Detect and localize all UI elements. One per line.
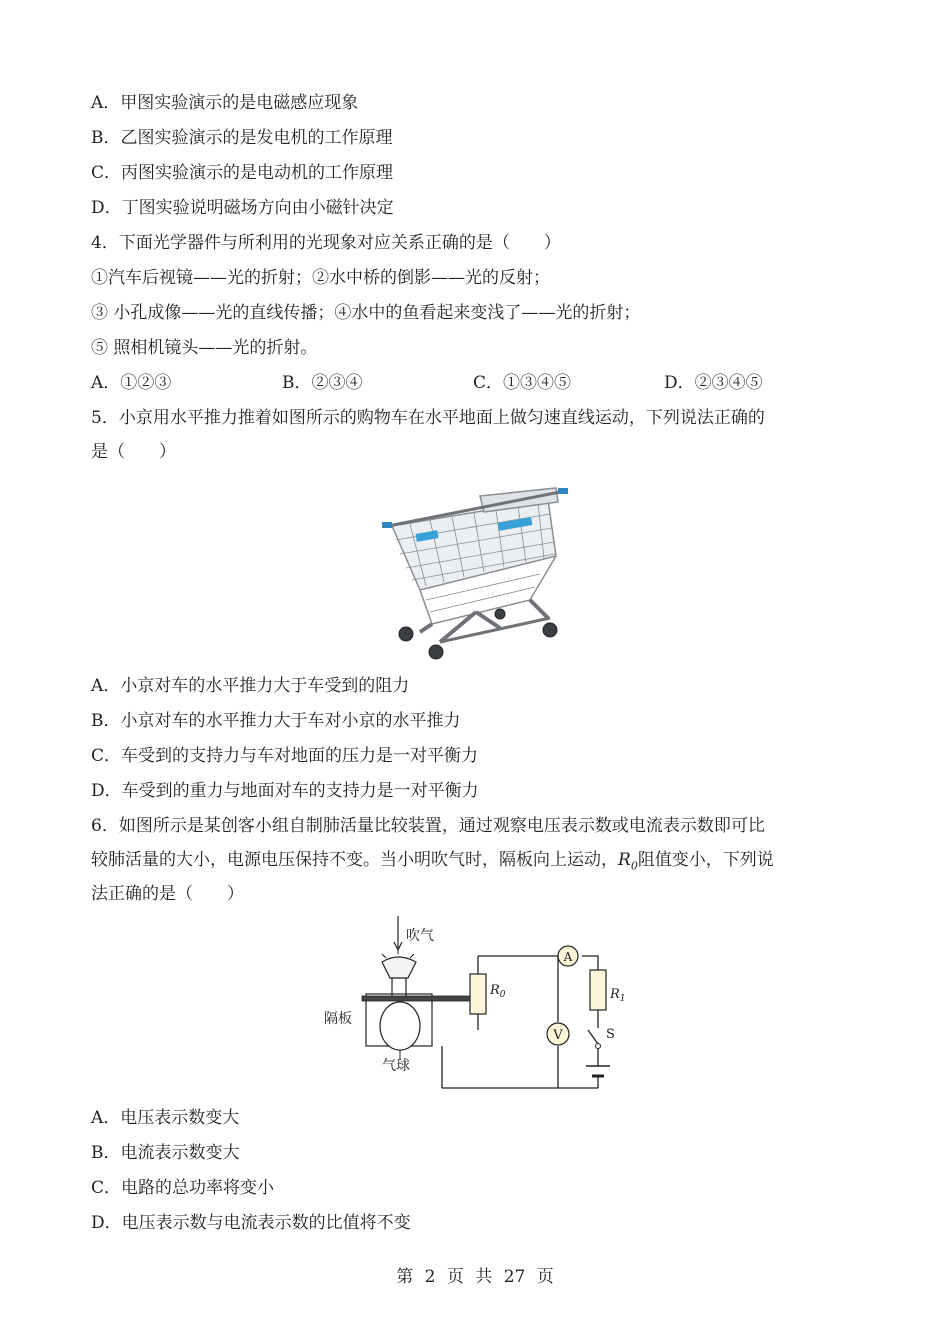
- ammeter-label: A: [563, 950, 573, 964]
- switch-contact: [596, 1044, 601, 1049]
- q5-option-d: D．车受到的重力与地面对车的支持力是一对平衡力: [91, 781, 479, 801]
- q6-stem-r0-sub: 0: [630, 859, 638, 873]
- footer-label-post: 页: [536, 1267, 554, 1287]
- r0-label: $R_0$: [490, 983, 506, 1000]
- partition-label: 隔板: [324, 1011, 352, 1027]
- q6-stem-line2-part-b: 阻值变小，下列说: [637, 850, 774, 870]
- q4-stem: 4．下面光学器件与所利用的光现象对应关系正确的是（ ）: [91, 233, 561, 253]
- q4-option-b: B．②③④: [282, 373, 363, 393]
- q3-option-a: A．甲图实验演示的是电磁感应现象: [91, 93, 359, 113]
- q6-option-a: A．电压表示数变大: [91, 1108, 240, 1128]
- switch-blade: [588, 1030, 598, 1044]
- q6-stem-r0: R: [618, 850, 631, 870]
- footer-page-current: 2: [424, 1267, 436, 1287]
- q4-item-3: ⑤ 照相机镜头——光的折射。: [91, 338, 318, 358]
- q5-stem-line1: 5．小京用水平推力推着如图所示的购物车在水平地面上做匀速直线运动，下列说法正确的: [91, 408, 765, 428]
- q3-option-b: B．乙图实验演示的是发电机的工作原理: [91, 128, 393, 148]
- circuit-wires: [442, 956, 598, 1088]
- resistor-r1: [590, 970, 606, 1010]
- q4-option-c: C．①③④⑤: [473, 373, 572, 393]
- mouthpiece-icon: [382, 957, 416, 978]
- q3-option-d: D．丁图实验说明磁场方向由小磁针决定: [91, 198, 394, 218]
- partition: [362, 996, 470, 1001]
- footer-label-pre: 第: [396, 1267, 414, 1287]
- page-footer: [0, 1266, 950, 1288]
- balloon-icon: [380, 1002, 420, 1050]
- q4-item-2: ③ 小孔成像——光的直线传播；④水中的鱼看起来变浅了——光的折射；: [91, 303, 641, 323]
- q6-option-d: D．电压表示数与电流表示数的比值将不变: [91, 1213, 411, 1233]
- q5-option-b: B．小京对车的水平推力大于车对小京的水平推力: [91, 711, 461, 731]
- voltmeter-label: V: [553, 1028, 563, 1043]
- r1-label: $R_1$: [610, 987, 626, 1004]
- q6-stem-line3: 法正确的是（ ）: [91, 884, 244, 904]
- q4-item-1: ①汽车后视镜——光的折射；②水中桥的倒影——光的反射；: [91, 268, 550, 288]
- q4-option-d: D．②③④⑤: [664, 373, 763, 393]
- q6-stem-line2-part-a: 较肺活量的大小，电源电压保持不变。当小明吹气时，隔板向上运动，: [91, 850, 618, 870]
- q6-stem-line2: [91, 849, 774, 877]
- blow-label: 吹气: [406, 928, 434, 944]
- q4-option-a: A．①②③: [91, 373, 172, 393]
- cart-icon: [382, 488, 568, 642]
- q5-option-c: C．车受到的支持力与车对地面的压力是一对平衡力: [91, 746, 479, 766]
- q6-stem-line1: 6．如图所示是某创客小组自制肺活量比较装置，通过观察电压表示数或电流表示数即可比: [91, 816, 765, 836]
- footer-label-mid: 页: [446, 1267, 464, 1287]
- q5-option-a: A．小京对车的水平推力大于车受到的阻力: [91, 676, 410, 696]
- footer-label-total: 共: [475, 1267, 493, 1287]
- resistor-r0: [470, 974, 486, 1014]
- q5-stem-line2: 是（ ）: [91, 442, 176, 462]
- q6-option-b: B．电流表示数变大: [91, 1143, 240, 1163]
- balloon-label: 气球: [382, 1058, 410, 1074]
- footer-page-total: 27: [503, 1267, 526, 1287]
- circuit-diagram: [322, 910, 632, 1095]
- shopping-cart-image: [380, 482, 580, 664]
- q6-option-c: C．电路的总功率将变小: [91, 1178, 275, 1198]
- q3-option-c: C．丙图实验演示的是电动机的工作原理: [91, 163, 394, 183]
- switch-label: S: [606, 1027, 615, 1042]
